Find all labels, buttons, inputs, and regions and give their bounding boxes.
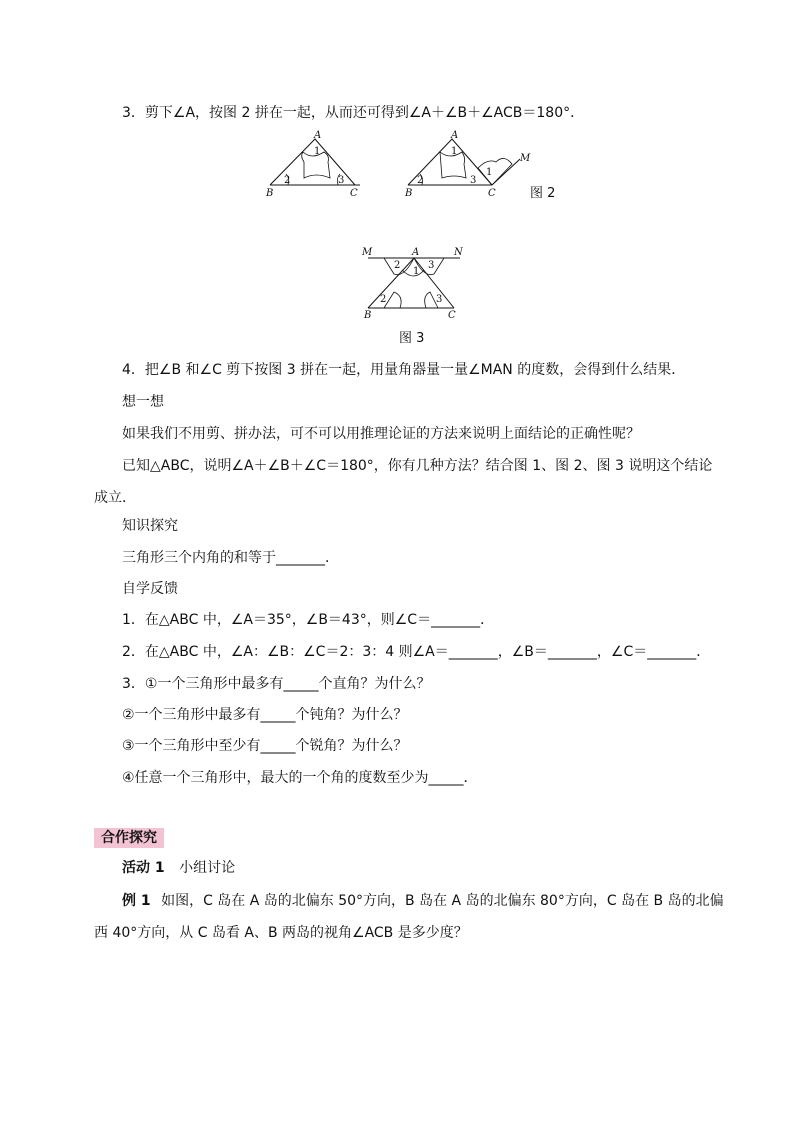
label-2: 2 <box>417 175 424 186</box>
label-B: B <box>266 188 274 199</box>
label-3: 3 <box>338 175 345 186</box>
activity-label: 活动 1 <box>122 860 165 876</box>
label-2: 2 <box>284 175 291 186</box>
think-heading: 想一想 <box>122 394 164 410</box>
feedback-item-1: 1．在△ABC 中，∠A＝35°，∠B＝43°，则∠C＝_______． <box>122 612 495 628</box>
feedback-item-3-4: ④任意一个三角形中，最大的一个角的度数至少为_____． <box>122 770 478 786</box>
figure-2-caption: 图 2 <box>530 186 556 201</box>
activity-line <box>122 858 235 878</box>
label-1: 1 <box>314 146 321 157</box>
label-1: 1 <box>413 266 420 277</box>
label-C: C <box>488 188 496 199</box>
label-C: C <box>350 188 358 199</box>
knowledge-text: 三角形三个内角的和等于_______． <box>122 550 339 566</box>
example-line-1 <box>122 891 724 911</box>
feedback-item-2: 2．在△ABC 中，∠A：∠B：∠C＝2：3：4 则∠A＝_______，∠B＝_______，∠C＝_______． <box>122 644 711 660</box>
label-A: A <box>451 130 459 141</box>
think-question-2-cont: 成立． <box>94 490 136 506</box>
section-banner: 合作探究 <box>94 828 164 848</box>
label-B: B <box>405 188 413 199</box>
example-text-1: 如图，C 岛在 A 岛的北偏东 50°方向，B 岛在 A 岛的北偏东 80°方向，C 岛在 B 岛的北偏 <box>161 893 724 909</box>
item-4-text: 4．把∠B 和∠C 剪下按图 3 拼在一起，用量角器量一量∠MAN 的度数，会得到什么结果． <box>122 362 686 378</box>
label-3-lower: 3 <box>436 294 443 305</box>
knowledge-heading: 知识探究 <box>122 518 178 534</box>
activity-title: 小组讨论 <box>179 860 236 876</box>
label-1: 1 <box>451 146 458 157</box>
label-3: 3 <box>470 175 477 186</box>
feedback-item-3: 3．①一个三角形中最多有_____个直角？为什么？ <box>122 676 431 692</box>
label-2-lower: 2 <box>380 294 387 305</box>
think-question-1: 如果我们不用剪、拼办法，可不可以用推理论证的方法来说明上面结论的正确性呢？ <box>122 426 640 442</box>
figure-3-caption: 图 3 <box>399 331 425 346</box>
think-question-2: 已知△ABC，说明∠A＋∠B＋∠C＝180°，你有几种方法？结合图 1、图 2、图 3 说明这个结论 <box>122 458 713 474</box>
label-A: A <box>314 130 322 141</box>
label-A: A <box>412 247 420 258</box>
feedback-item-3-2: ②一个三角形中最多有_____个钝角？为什么？ <box>122 707 408 723</box>
label-3: 3 <box>428 260 435 271</box>
label-M: M <box>362 247 373 258</box>
feedback-item-3-3: ③一个三角形中至少有_____个锐角？为什么？ <box>122 738 408 754</box>
figure-2-right-triangle <box>400 128 530 200</box>
label-N: N <box>454 247 463 258</box>
label-2: 2 <box>394 260 401 271</box>
feedback-heading: 自学反馈 <box>122 581 178 597</box>
label-C: C <box>448 310 456 321</box>
example-label: 例 1 <box>122 893 151 909</box>
figure-3 <box>360 244 470 320</box>
label-B: B <box>364 310 372 321</box>
item-3-text: 3．剪下∠A，按图 2 拼在一起，从而还可得到∠A＋∠B＋∠ACB＝180°． <box>122 105 585 121</box>
figure-2-left-triangle <box>260 128 370 200</box>
example-line-2: 西 40°方向，从 C 岛看 A、B 两岛的视角∠ACB 是多少度？ <box>94 925 468 941</box>
label-1-moved: 1 <box>486 167 493 178</box>
label-M: M <box>520 153 531 164</box>
